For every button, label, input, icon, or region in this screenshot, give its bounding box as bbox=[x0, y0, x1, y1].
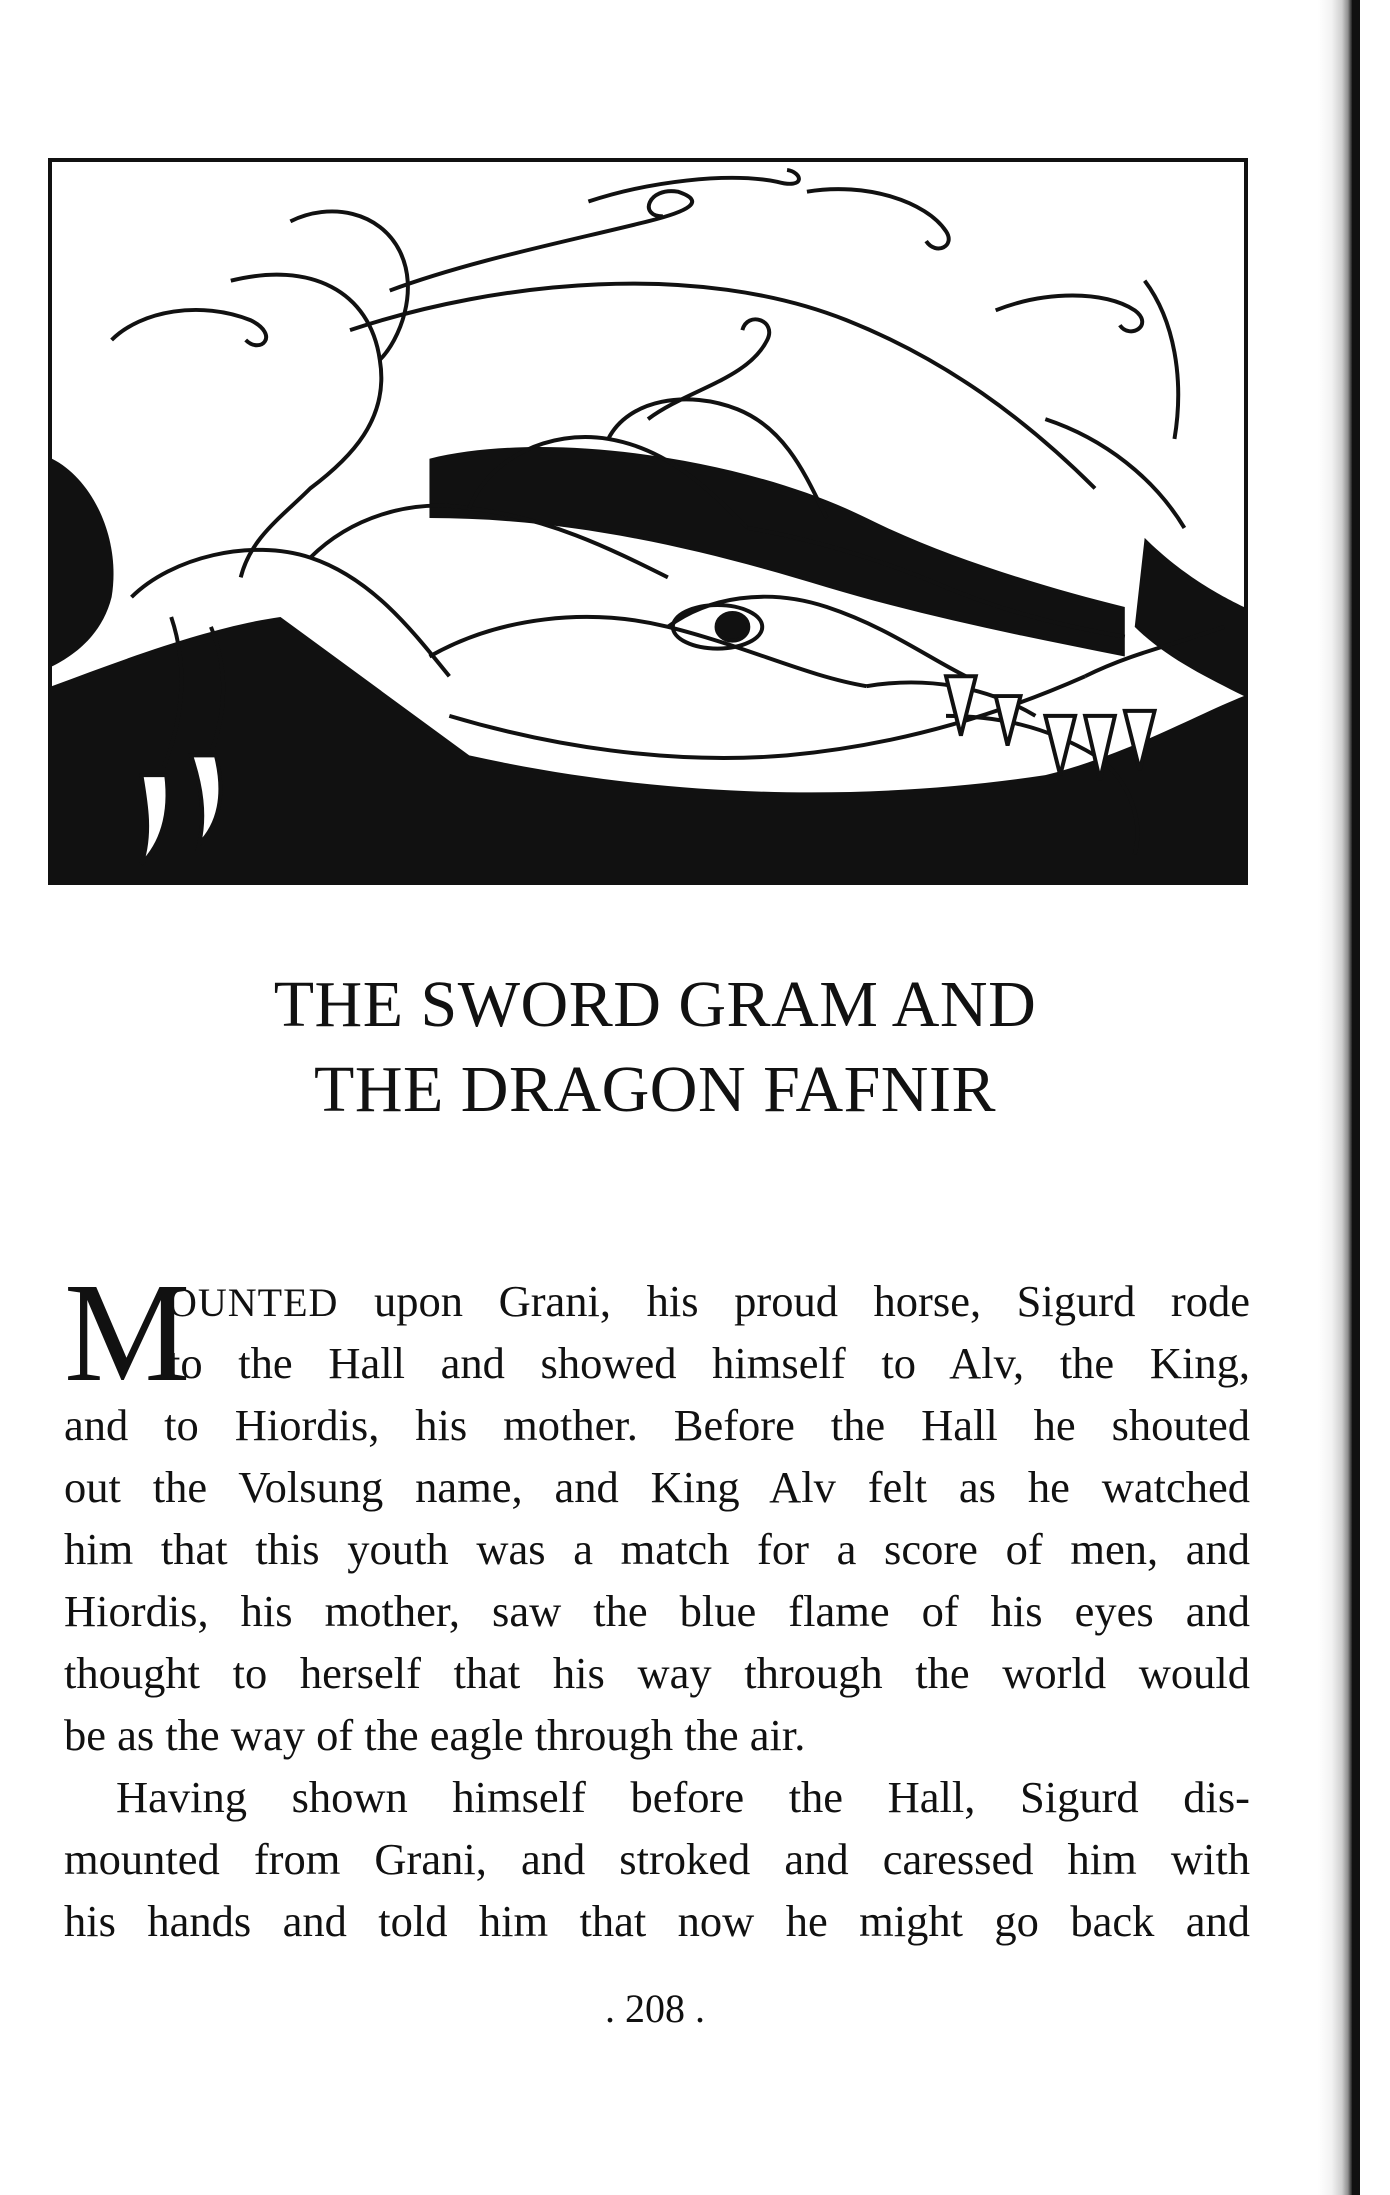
page-margin-right bbox=[1360, 0, 1390, 2195]
paragraph-1-line-2: to the Hall and showed himself to Alv, the King, bbox=[168, 1338, 1250, 1388]
chapter-title-line-2: THE DRAGON FAFNIR bbox=[314, 1053, 996, 1126]
paragraph-1-line-3: and to Hiordis, his mother. Before the Hall he shouted bbox=[64, 1400, 1250, 1450]
paragraph-1-line-8: be as the way of the eagle through the air. bbox=[64, 1710, 806, 1760]
paragraph-2-line-3: his hands and told him that now he might go back and bbox=[64, 1896, 1250, 1946]
page-number: . 208 . bbox=[605, 1986, 705, 2031]
dragon-drawing bbox=[52, 162, 1244, 881]
chapter-title-line-1: THE SWORD GRAM AND bbox=[273, 968, 1037, 1041]
chapter-body bbox=[64, 1253, 1250, 1952]
page-edge-shadow bbox=[1318, 0, 1352, 2195]
opening-smallcaps: OUNTED bbox=[168, 1280, 339, 1325]
flame-swirls bbox=[112, 170, 1143, 488]
paragraph-1-line-6: Hiordis, his mother, saw the blue flame of his eyes and bbox=[64, 1586, 1250, 1636]
paragraph-2-line-1: Having shown himself before the Hall, Sigurd dis- bbox=[116, 1772, 1250, 1822]
paragraph-2-line-2: mounted from Grani, and stroked and caressed him with bbox=[64, 1834, 1250, 1884]
chapter-title bbox=[0, 962, 1310, 1132]
background-shadow-right bbox=[1135, 538, 1244, 696]
background-shadow-left bbox=[52, 459, 114, 667]
paragraph-1-line-1-rest: upon Grani, his proud horse, Sigurd rode bbox=[338, 1276, 1250, 1326]
paragraph-1-line-4: out the Volsung name, and King Alv felt as he watched bbox=[64, 1462, 1250, 1512]
page-gutter-line bbox=[1352, 0, 1360, 2195]
paragraph-1-line-5: him that this youth was a match for a score of men, and bbox=[64, 1524, 1250, 1574]
drop-cap: M bbox=[64, 1253, 191, 1411]
body-shadow-band bbox=[429, 447, 1124, 656]
paragraph-1-line-7: thought to herself that his way through the world would bbox=[64, 1648, 1250, 1698]
chapter-illustration-dragon bbox=[48, 158, 1248, 885]
